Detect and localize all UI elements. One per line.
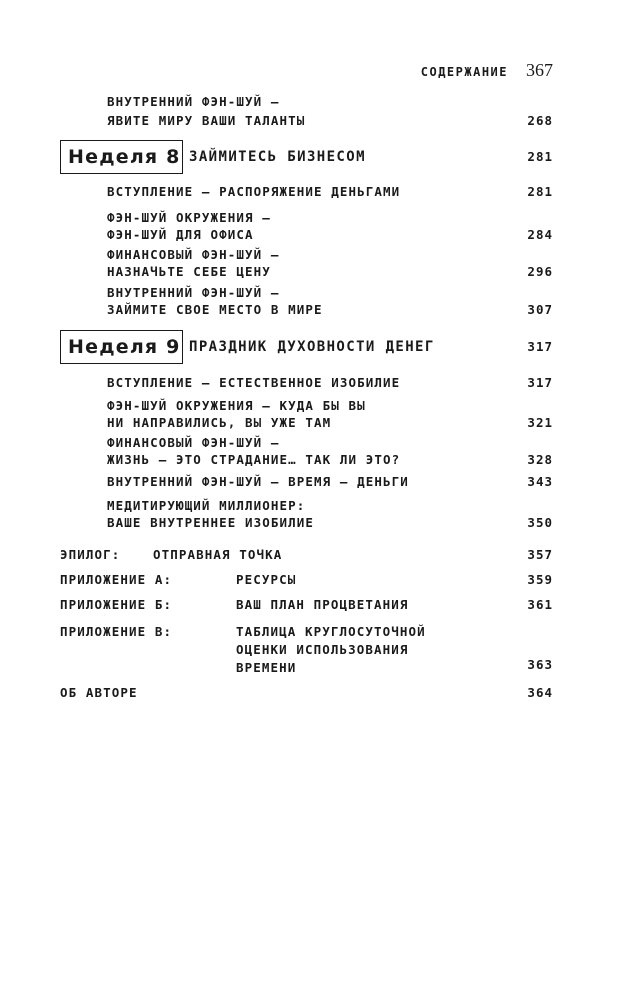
week-8-title: ЗАЙМИТЕСЬ БИЗНЕСОМ [189,149,366,165]
running-header [421,60,553,81]
back-matter-page: 357 [527,547,553,562]
back-matter-title: ВРЕМЕНИ [236,660,297,675]
back-matter-label: ПРИЛОЖЕНИЕ В: [60,624,173,639]
page-number: 367 [526,60,553,80]
toc-entry-page: 284 [527,227,553,242]
toc-entry-line1: ВСТУПЛЕНИЕ – ЕСТЕСТВЕННОЕ ИЗОБИЛИЕ [107,375,401,390]
toc-entry-line2: ЖИЗНЬ – ЭТО СТРАДАНИЕ… ТАК ЛИ ЭТО? [107,452,401,467]
toc-entry-line2: ВАШЕ ВНУТРЕННЕЕ ИЗОБИЛИЕ [107,515,315,530]
back-matter-page: 361 [527,597,553,612]
back-matter-page: 359 [527,572,553,587]
toc-entry-line2: НИ НАПРАВИЛИСЬ, ВЫ УЖЕ ТАМ [107,415,332,430]
back-matter-title: РЕСУРСЫ [236,572,297,587]
back-matter-label: ПРИЛОЖЕНИЕ А: [60,572,173,587]
back-matter-page: 363 [527,657,553,672]
toc-entry-page: 281 [527,184,553,199]
back-matter-title: ОТПРАВНАЯ ТОЧКА [153,547,283,562]
toc-entry-line2: ЗАЙМИТЕ СВОЕ МЕСТО В МИРЕ [107,302,323,317]
toc-entry-page: 343 [527,474,553,489]
week-8-label: Неделя 8 [68,146,181,168]
week-8-page: 281 [527,149,553,164]
week-9-label: Неделя 9 [68,336,181,358]
toc-entry-page: 268 [527,113,553,128]
toc-entry-line1: ФИНАНСОВЫЙ ФЭН-ШУЙ – [107,247,280,262]
week-9-label-box [60,330,183,364]
back-matter-title: ОЦЕНКИ ИСПОЛЬЗОВАНИЯ [236,642,409,657]
toc-entry-page: 328 [527,452,553,467]
back-matter-title: ВАШ ПЛАН ПРОЦВЕТАНИЯ [236,597,409,612]
running-header-title: СОДЕРЖАНИЕ [420,65,508,79]
toc-entry-line1: МЕДИТИРУЮЩИЙ МИЛЛИОНЕР: [107,498,306,513]
toc-entry-page: 350 [527,515,553,530]
back-matter-title: ТАБЛИЦА КРУГЛОСУТОЧНОЙ [236,624,426,639]
toc-entry-line2: ЯВИТЕ МИРУ ВАШИ ТАЛАНТЫ [107,113,306,128]
toc-entry-line1: ФИНАНСОВЫЙ ФЭН-ШУЙ – [107,435,280,450]
toc-entry-line1: ВНУТРЕННИЙ ФЭН-ШУЙ – [107,94,280,109]
week-9-page: 317 [527,339,553,354]
toc-entry-line1: ФЭН-ШУЙ ОКРУЖЕНИЯ – КУДА БЫ ВЫ [107,398,366,413]
toc-entry-page: 307 [527,302,553,317]
back-matter-label: ПРИЛОЖЕНИЕ Б: [60,597,173,612]
toc-entry-line1: ВНУТРЕННИЙ ФЭН-ШУЙ – ВРЕМЯ – ДЕНЬГИ [107,474,409,489]
toc-entry-page: 321 [527,415,553,430]
toc-entry-line2: ФЭН-ШУЙ ДЛЯ ОФИСА [107,227,254,242]
back-matter-label: ОБ АВТОРЕ [60,685,138,700]
week-9-title: ПРАЗДНИК ДУХОВНОСТИ ДЕНЕГ [189,339,435,355]
back-matter-page: 364 [527,685,553,700]
toc-entry-line1: ВНУТРЕННИЙ ФЭН-ШУЙ – [107,285,280,300]
back-matter-label: ЭПИЛОГ: [60,547,121,562]
toc-entry-line1: ФЭН-ШУЙ ОКРУЖЕНИЯ – [107,210,271,225]
toc-entry-line2: НАЗНАЧЬТЕ СЕБЕ ЦЕНУ [107,264,271,279]
toc-entry-line1: ВСТУПЛЕНИЕ – РАСПОРЯЖЕНИЕ ДЕНЬГАМИ [107,184,401,199]
week-8-label-box [60,140,183,174]
toc-entry-page: 317 [527,375,553,390]
toc-entry-page: 296 [527,264,553,279]
